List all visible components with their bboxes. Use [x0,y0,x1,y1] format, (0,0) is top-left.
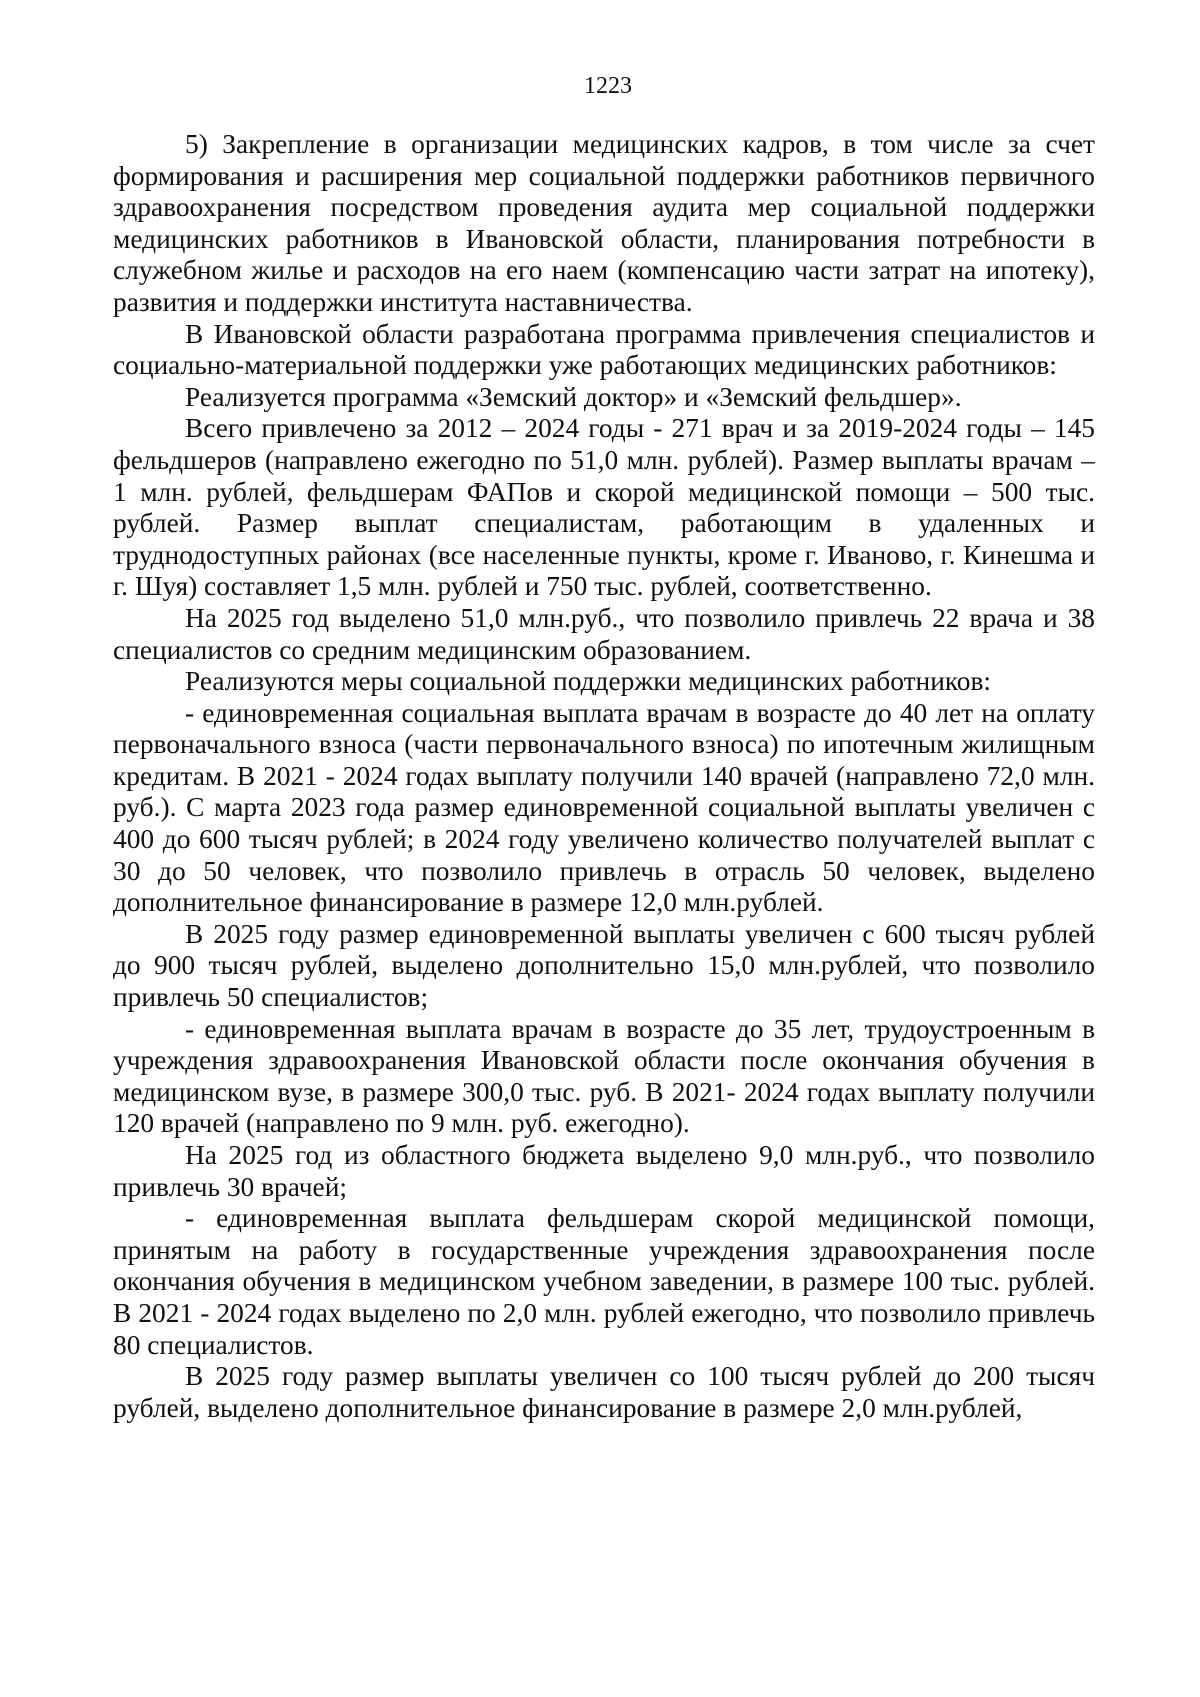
paragraph-zemsky-program: Реализуется программа «Земский доктор» и «Земский фельдшер». [185,381,962,412]
list-item-young-doctors-payment: - единовременная выплата врачам в возрасте до 35 лет, трудоустроенным в учреждения здравоохранения Ивановской области после окончания обучения в медицинском вузе, в размере 300,0 тыс. руб. В 2021- 2024 годах выплату получили 120 врачей (направлено по 9 млн. руб. ежегодно). [113,1013,1095,1139]
list-item-mortgage-payment: - единовременная социальная выплата врачам в возрасте до 40 лет на оплату первоначального взноса (части первоначального взноса) по ипотечным жилищным кредитам. В 2021 - 2024 годах выплату получили 140 врачей (направлено 72,0 млн. руб.). С марта 2023 года размер единовременной социальной выплаты увеличен с 400 до 600 тысяч рублей; в 2024 году увеличено количество получателей выплат с 30 до 50 человек, что позволило привлечь в отрасль 50 человек, выделено дополнительное финансирование в размере 12,0 млн.рублей. [113,697,1095,918]
paragraph-2025-mortgage-increase: В 2025 году размер единовременной выплаты увеличен с 600 тысяч рублей до 900 тысяч рублей, выделено дополнительно 15,0 млн.рублей, что позволило привлечь 50 специалистов; [113,918,1095,1013]
paragraph-2025-regional-budget: На 2025 год из областного бюджета выделено 9,0 млн.руб., что позволило привлечь 30 врачей; [113,1140,1095,1202]
document-body [113,129,1095,1424]
paragraph-2025-paramedics-increase: В 2025 году размер выплаты увеличен со 100 тысяч рублей до 200 тысяч рублей, выделено дополнительное финансирование в размере 2,0 млн.рублей, [113,1361,1095,1423]
paragraph-attracted-totals: Всего привлечено за 2012 – 2024 годы - 271 врач и за 2019-2024 годы – 145 фельдшеров (направлено ежегодно по 51,0 млн. рублей). Размер выплаты врачам – 1 млн. рублей, фельдшерам ФАПов и скорой медицинской помощи – 500 тыс. рублей. Размер выплат специалистам, работающим в удаленных и труднодоступных районах (все населенные пункты, кроме г. Иваново, г. Кинешма и г. Шуя) составляет 1,5 млн. рублей и 750 тыс. рублей, соответственно. [113,413,1095,602]
paragraph-support-measures: Реализуются меры социальной поддержки медицинских работников: [185,666,992,697]
paragraph-2025-funding: На 2025 год выделено 51,0 млн.руб., что позволило привлечь 22 врача и 38 специалистов со средним медицинским образованием. [113,602,1095,665]
page-number: 1223 [584,73,632,99]
paragraph-staff-retention: 5) Закрепление в организации медицинских кадров, в том числе за счет формирования и расширения мер социальной поддержки работников первичного здравоохранения посредством проведения аудита мер социальной поддержки медицинских работников в Ивановской области, планирования потребности в служебном жилье и расходов на его наем (компенсацию части затрат на ипотеку), развития и поддержки института наставничества. [113,129,1095,317]
paragraph-program-intro: В Ивановской области разработана программа привлечения специалистов и социально-материальной поддержки уже работающих медицинских работников: [113,318,1095,381]
list-item-paramedics-payment: - единовременная выплата фельдшерам скорой медицинской помощи, принятым на работу в государственные учреждения здравоохранения после окончания обучения в медицинском учебном заведении, в размере 100 тыс. рублей. В 2021 - 2024 годах выделено по 2,0 млн. рублей ежегодно, что позволило привлечь 80 специалистов. [113,1203,1095,1360]
